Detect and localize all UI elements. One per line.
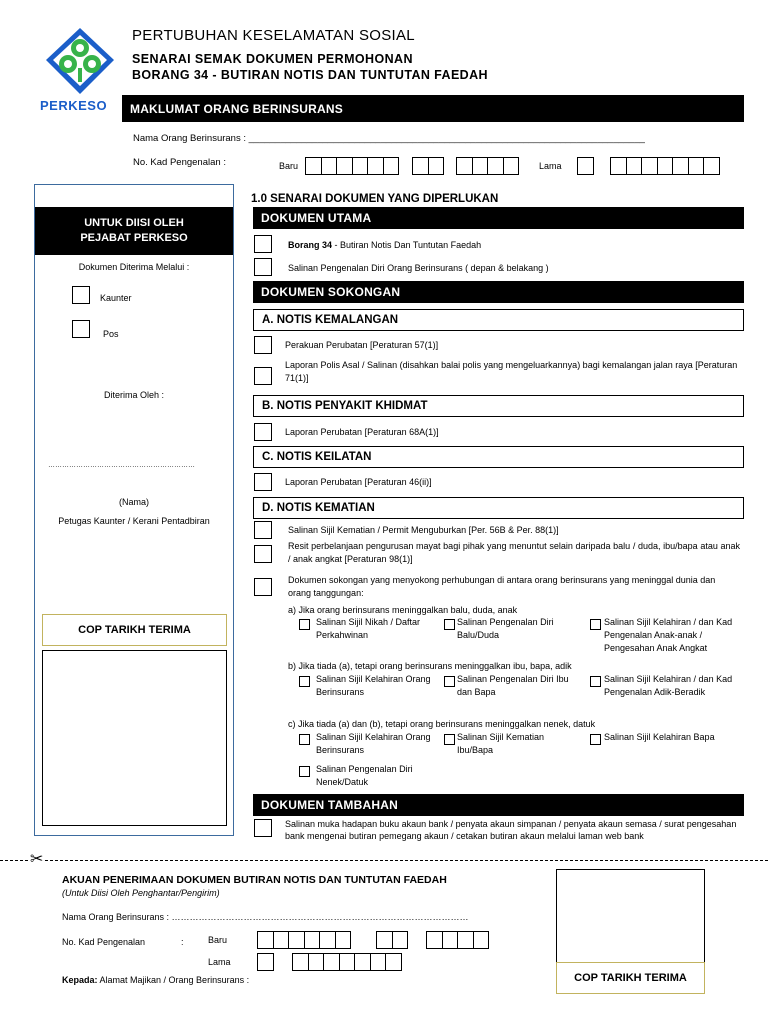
ic-old-label: Lama <box>539 161 562 171</box>
ic-old-boxes[interactable] <box>610 157 719 175</box>
receipt-stamp-label: COP TARIKH TERIMA <box>556 962 705 994</box>
main-item1-rest: - Butiran Notis Dan Tuntutan Faedah <box>332 240 482 250</box>
ic-old-prefix-box[interactable] <box>577 157 593 175</box>
receipt-ic-new-boxes-3[interactable] <box>426 931 488 949</box>
d-b-opt1-label: Salinan Sijil Kelahiran Orang Berinsurans <box>316 674 431 698</box>
d-b-heading: b) Jika tiada (a), tetapi orang berinsurans meninggalkan ibu, bapa, adik <box>288 661 572 671</box>
d-c-opt3-checkbox[interactable] <box>590 734 601 745</box>
d-a-heading: a) Jika orang berinsurans meninggalkan balu, duda, anak <box>288 605 518 615</box>
d-item1-checkbox[interactable] <box>254 521 272 539</box>
name-label: (Nama) <box>118 497 149 507</box>
d-a-opt3-checkbox[interactable] <box>590 619 601 630</box>
receipt-ic-colon: : <box>181 937 184 947</box>
receipt-address-label <box>62 975 249 985</box>
receipt-ic-label: No. Kad Pengenalan <box>62 937 146 947</box>
received-via-label: Dokumen Diterima Melalui : <box>78 262 190 272</box>
receipt-ic-new-boxes-2[interactable] <box>376 931 407 949</box>
d-c-opt3-label: Salinan Sijil Kelahiran Bapa <box>604 732 715 742</box>
form-title-line1: SENARAI SEMAK DOKUMEN PERMOHONAN <box>132 52 413 66</box>
ic-new-boxes-2[interactable] <box>412 157 443 175</box>
insured-info-heading: MAKLUMAT ORANG BERINSURANS <box>122 95 744 122</box>
a-item1-label: Perakuan Perubatan [Peraturan 57(1)] <box>285 340 439 350</box>
d-b-opt2-checkbox[interactable] <box>444 676 455 687</box>
d-item2-label: Resit perbelanjaan pengurusan mayat bagi pihak yang menuntut selain daripada balu / duda, ibu/bapa atau anak / anak angkat [Peraturan 98(1)] <box>288 541 740 565</box>
post-checkbox[interactable] <box>72 320 90 338</box>
counter-label: Kaunter <box>100 293 132 303</box>
form-title-line2: BORANG 34 - BUTIRAN NOTIS DAN TUNTUTAN FAEDAH <box>132 68 488 82</box>
d-c-opt2-label: Salinan Sijil Kematian Ibu/Bapa <box>457 732 545 756</box>
receipt-to-bold: Kepada: <box>62 975 98 985</box>
receipt-title: AKUAN PENERIMAAN DOKUMEN BUTIRAN NOTIS DAN TUNTUTAN FAEDAH <box>62 874 447 886</box>
office-heading-line1: UNTUK DIISI OLEH <box>84 216 184 229</box>
office-use-heading <box>35 207 233 255</box>
office-stamp-label: COP TARIKH TERIMA <box>42 614 227 646</box>
office-stamp-box[interactable] <box>42 650 227 826</box>
d-c-opt4-checkbox[interactable] <box>299 766 310 777</box>
perkeso-logo-icon <box>42 26 118 96</box>
d-b-opt1-checkbox[interactable] <box>299 676 310 687</box>
d-a-opt2-checkbox[interactable] <box>444 619 455 630</box>
main-item2-label: Salinan Pengenalan Diri Orang Berinsurans ( depan & belakang ) <box>288 263 549 273</box>
d-b-opt3-label: Salinan Sijil Kelahiran / dan Kad Pengenalan Adik-Beradik <box>604 674 733 698</box>
b-item1-label: Laporan Perubatan [Peraturan 68A(1)] <box>285 427 439 437</box>
d-a-opt1-checkbox[interactable] <box>299 619 310 630</box>
d-c-opt1-label: Salinan Sijil Kelahiran Orang Berinsurans <box>316 732 431 756</box>
receipt-ic-new-boxes-1[interactable] <box>257 931 350 949</box>
section-d-heading: D. NOTIS KEMATIAN <box>253 497 744 519</box>
insured-name-field[interactable]: Nama Orang Berinsurans : ___________________________________________________________________________ <box>133 133 645 144</box>
d-b-opt2-label: Salinan Pengenalan Diri Ibu dan Bapa <box>457 674 569 698</box>
d-c-heading: c) Jika tiada (a) dan (b), tetapi orang berinsurans meninggalkan nenek, datuk <box>288 719 596 729</box>
a-item2-label: Laporan Polis Asal / Salinan (disahkan balai polis yang mengeluarkannya) bagi kemalangan jalan raya [Peraturan 71(1)] <box>285 360 738 384</box>
d-c-opt2-checkbox[interactable] <box>444 734 455 745</box>
ic-new-boxes-1[interactable] <box>305 157 398 175</box>
receipt-stamp-box[interactable] <box>556 869 705 963</box>
receipt-ic-old-prefix-box[interactable] <box>257 953 273 971</box>
signature-line[interactable]: ……………………………………………………… <box>48 462 195 469</box>
main-item1-bold: Borang 34 <box>288 240 333 250</box>
main-item2-checkbox[interactable] <box>254 258 272 276</box>
extra-docs-heading: DOKUMEN TAMBAHAN <box>253 794 744 816</box>
office-heading-line2: PEJABAT PERKESO <box>80 232 188 244</box>
main-docs-heading: DOKUMEN UTAMA <box>253 207 744 229</box>
main-item1-label <box>288 240 481 250</box>
post-label: Pos <box>103 329 119 339</box>
d-item3-checkbox[interactable] <box>254 578 272 596</box>
d-b-opt3-checkbox[interactable] <box>590 676 601 687</box>
c-item1-label: Laporan Perubatan [Peraturan 46(ii)] <box>285 477 432 487</box>
receipt-ic-new-label: Baru <box>208 935 228 945</box>
d-a-opt1-label: Salinan Sijil Nikah / Daftar Perkahwinan <box>316 617 421 641</box>
main-item1-checkbox[interactable] <box>254 235 272 253</box>
support-docs-heading: DOKUMEN SOKONGAN <box>253 281 744 303</box>
logo-text: PERKESO <box>40 98 108 113</box>
scissors-icon: ✂ <box>30 851 44 868</box>
section-a-heading: A. NOTIS KEMALANGAN <box>253 309 744 331</box>
d-a-opt2-label: Salinan Pengenalan Diri Balu/Duda <box>457 617 554 641</box>
cut-line <box>0 860 768 861</box>
ic-new-label: Baru <box>279 161 299 171</box>
ic-new-boxes-3[interactable] <box>456 157 518 175</box>
d-item2-checkbox[interactable] <box>254 545 272 563</box>
extra-item1-checkbox[interactable] <box>254 819 272 837</box>
extra-item1-label: Salinan muka hadapan buku akaun bank / penyata akaun simpanan / penyata akaun semasa / surat pengesahan bank mengenai butiran pemegang akaun / cetakan butiran akaun melalui laman web bank <box>285 819 737 842</box>
section-b-heading: B. NOTIS PENYAKIT KHIDMAT <box>253 395 744 417</box>
org-name: PERTUBUHAN KESELAMATAN SOSIAL <box>132 27 415 44</box>
counter-checkbox[interactable] <box>72 286 90 304</box>
receipt-name-field[interactable]: Nama Orang Berinsurans : ……………………………………………………………………………………… <box>62 912 469 922</box>
a-item2-checkbox[interactable] <box>254 367 272 385</box>
receipt-subtitle: (Untuk Diisi Oleh Penghantar/Pengirim) <box>62 888 220 898</box>
receipt-to-rest: Alamat Majikan / Orang Berinsurans : <box>97 975 250 985</box>
receipt-ic-old-label: Lama <box>208 957 231 967</box>
d-item3-label: Dokumen sokongan yang menyokong perhubungan di antara orang berinsurans yang meninggal dunia dan orang tanggungan: <box>288 575 716 599</box>
checklist-title: 1.0 SENARAI DOKUMEN YANG DIPERLUKAN <box>251 193 499 205</box>
ic-label: No. Kad Pengenalan : <box>133 157 226 168</box>
d-item1-label: Salinan Sijil Kematian / Permit Menguburkan [Per. 56B & Per. 88(1)] <box>288 525 559 535</box>
a-item1-checkbox[interactable] <box>254 336 272 354</box>
d-c-opt4-label: Salinan Pengenalan Diri Nenek/Datuk <box>316 764 413 788</box>
officer-label: Petugas Kaunter / Kerani Pentadbiran <box>58 516 210 526</box>
d-a-opt3-label: Salinan Sijil Kelahiran / dan Kad Pengenalan Anak-anak / Pengesahan Anak Angkat <box>604 617 733 654</box>
d-c-opt1-checkbox[interactable] <box>299 734 310 745</box>
received-by-label: Diterima Oleh : <box>103 390 165 400</box>
section-c-heading: C. NOTIS KEILATAN <box>253 446 744 468</box>
receipt-ic-old-boxes[interactable] <box>292 953 401 971</box>
b-item1-checkbox[interactable] <box>254 423 272 441</box>
c-item1-checkbox[interactable] <box>254 473 272 491</box>
